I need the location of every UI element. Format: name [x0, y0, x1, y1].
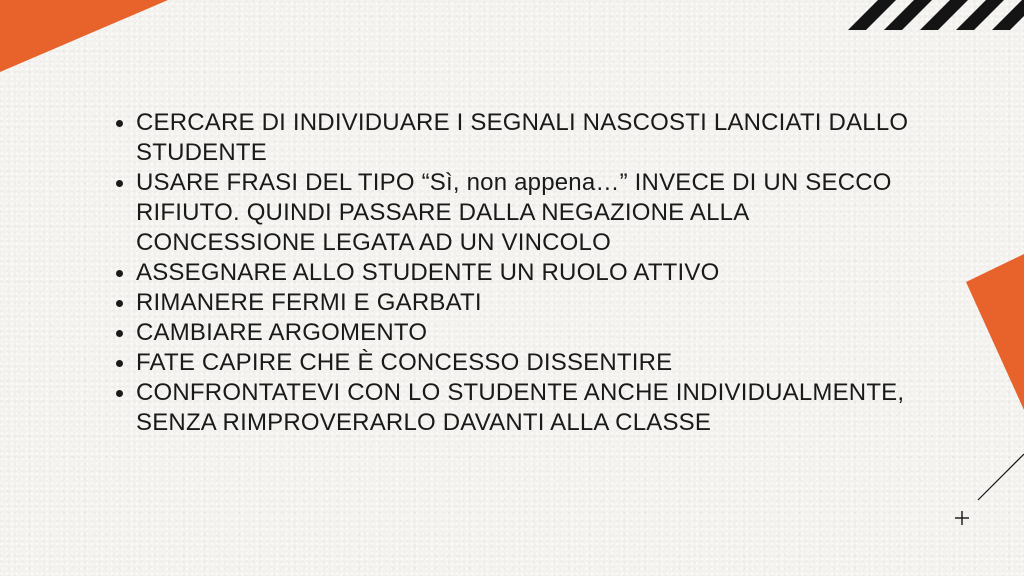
list-item — [112, 348, 912, 378]
list-item-text: FATE CAPIRE CHE È CONCESSO DISSENTIRE — [136, 349, 673, 376]
list-item — [112, 108, 912, 168]
list-item-text: CERCARE DI INDIVIDUARE I SEGNALI NASCOSTI LANCIATI DALLO STUDENTE — [136, 109, 909, 166]
top-left-orange-triangle — [0, 0, 168, 72]
plus-icon — [955, 511, 969, 525]
bullet-content — [112, 108, 912, 438]
bullet-dot — [116, 300, 123, 307]
right-orange-triangle — [966, 254, 1024, 410]
list-item — [112, 318, 912, 348]
list-item-text: ASSEGNARE ALLO STUDENTE UN RUOLO ATTIVO — [136, 259, 720, 286]
bullet-dot — [116, 270, 123, 277]
list-item — [112, 168, 912, 258]
bottom-right-diagonal-line — [978, 454, 1024, 500]
bullet-dot — [116, 360, 123, 367]
top-right-black-stripes — [848, 0, 1024, 30]
list-item-text: RIMANERE FERMI E GARBATI — [136, 289, 482, 316]
list-item — [112, 288, 912, 318]
bullet-dot — [116, 120, 123, 127]
list-item — [112, 258, 912, 288]
list-item-text: CONFRONTATEVI CON LO STUDENTE ANCHE INDIVIDUALMENTE, SENZA RIMPROVERARLO DAVANTI ALLA CLASSE — [136, 379, 905, 436]
list-item — [112, 378, 912, 438]
list-item-text: USARE FRASI DEL TIPO “Sì, non appena…” INVECE DI UN SECCO RIFIUTO. QUINDI PASSARE DALLA NEGAZIONE ALLA CONCESSIONE LEGATA AD UN VINCOLO — [136, 169, 892, 256]
bullet-dot — [116, 390, 123, 397]
bullet-dot — [116, 330, 123, 337]
bullet-list — [112, 108, 912, 438]
bullet-dot — [116, 180, 123, 187]
list-item-text: CAMBIARE ARGOMENTO — [136, 319, 428, 346]
